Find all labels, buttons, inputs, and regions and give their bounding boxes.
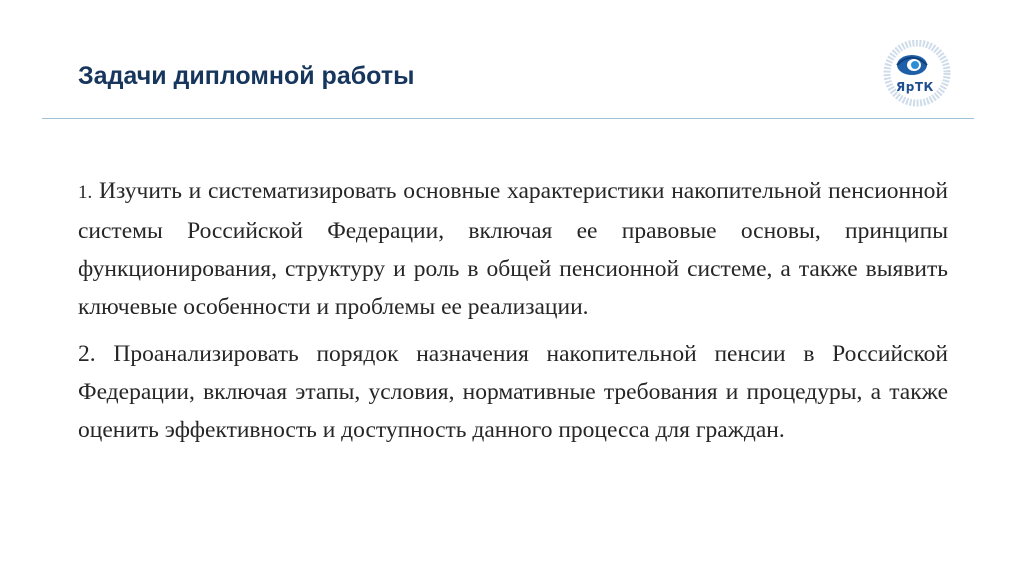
task-number-2: 2. [78, 341, 96, 367]
task-paragraph-1 [78, 172, 948, 326]
task-number-1: 1. [78, 182, 93, 203]
tasks-body [78, 172, 948, 458]
logo-text: ЯрТК [896, 80, 934, 94]
title-divider [42, 118, 974, 119]
task-paragraph-2 [78, 335, 948, 449]
slide-title: Задачи дипломной работы [78, 62, 415, 90]
task-text-2: Проанализировать порядок назначения накопительной пенсии в Российской Федерации, включая этапы, условия, нормативные требования и процедуры, а также оценить эффективность и доступность данного процесса для граждан. [78, 341, 948, 443]
college-logo-icon [876, 40, 958, 110]
task-text-1: Изучить и систематизировать основные характеристики накопительной пенсионной системы Российской Федерации, включая ее правовые основы, принципы функционирования, структуру и роль в общей пенсионной системе, а также выявить ключевые особенности и проблемы ее реализации. [78, 178, 948, 320]
